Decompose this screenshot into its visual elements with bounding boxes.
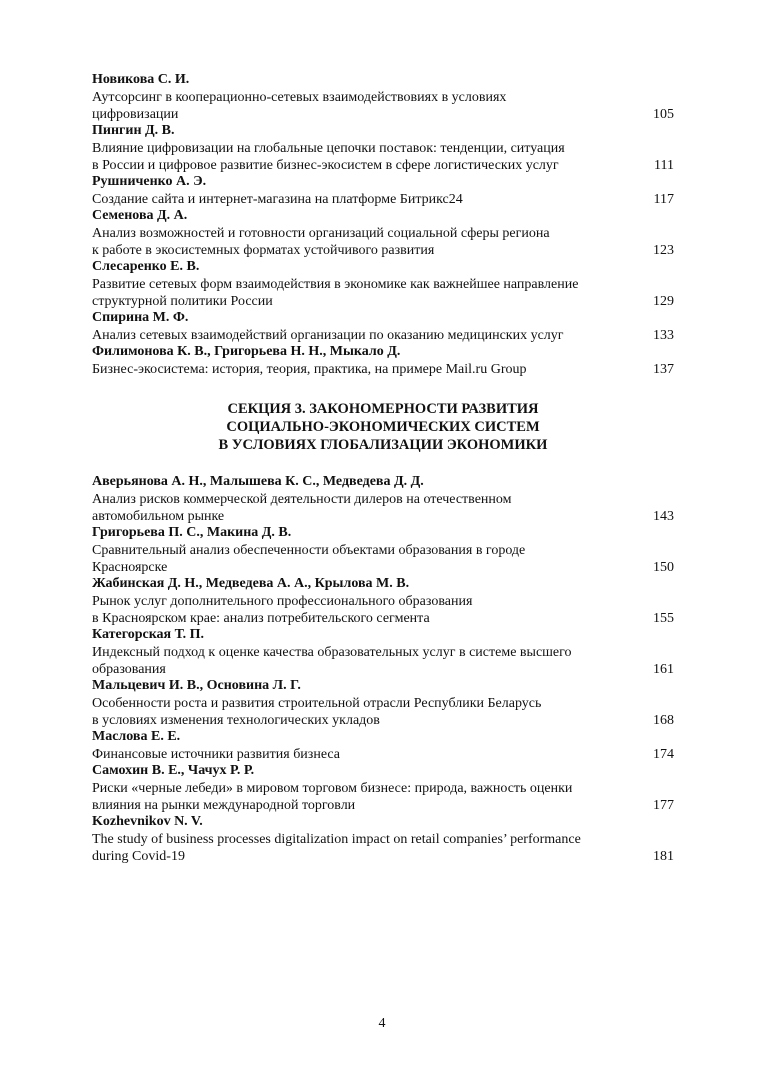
entry-title-text: The study of business processes digitalization impact on retail companies’ performance [92, 832, 581, 847]
entry-author: Мальцевич И. В., Основина Л. Г. [92, 678, 301, 693]
entry-title-line [92, 225, 674, 242]
entry-title-line [92, 644, 674, 661]
entry-author: Григорьева П. С., Макина Д. В. [92, 525, 292, 540]
entry-title-line [92, 712, 674, 729]
entry-author: Рушниченко А. Э. [92, 174, 207, 189]
entry-title-text: Бизнес-экосистема: история, теория, практика, на примере Mail.ru Group [92, 362, 527, 377]
toc-entry [92, 174, 674, 208]
entry-title-text: Создание сайта и интернет-магазина на платформе Битрикс24 [92, 192, 463, 207]
entry-page-number: 150 [653, 560, 674, 575]
entry-page-number: 137 [653, 362, 674, 377]
toc-entry [92, 310, 674, 344]
entry-title-line [92, 593, 674, 610]
toc-entry [92, 576, 674, 627]
entry-page-number: 181 [653, 849, 674, 864]
toc-entry [92, 208, 674, 259]
entry-page-number: 155 [653, 611, 674, 626]
entry-title-text: в России и цифровое развитие бизнес-экосистем в сфере логистических услуг [92, 158, 559, 173]
entry-title-line [92, 542, 674, 559]
entry-title-line [92, 140, 674, 157]
entry-page-number: 123 [653, 243, 674, 258]
entry-title-text: образования [92, 662, 166, 677]
entry-title-text: Риски «черные лебеди» в мировом торговом бизнесе: природа, важность оценки [92, 781, 573, 796]
entry-author: Категорская Т. П. [92, 627, 204, 642]
entry-title-line [92, 780, 674, 797]
entry-title-text: в Красноярском крае: анализ потребительского сегмента [92, 611, 430, 626]
entry-title-line [92, 276, 674, 293]
entry-title-line [92, 831, 674, 848]
table-of-contents [92, 72, 674, 865]
entry-author: Слесаренко Е. В. [92, 259, 200, 274]
toc-entry [92, 525, 674, 576]
entry-page-number: 161 [653, 662, 674, 677]
entry-page-number: 111 [654, 158, 674, 173]
entry-author: Аверьянова А. Н., Малышева К. С., Медведева Д. Д. [92, 474, 424, 489]
entry-title-line [92, 327, 674, 344]
entry-title-line [92, 695, 674, 712]
entry-title-text: Финансовые источники развития бизнеса [92, 747, 340, 762]
entry-author: Спирина М. Ф. [92, 310, 189, 325]
entry-title-line [92, 508, 674, 525]
entry-title-line [92, 746, 674, 763]
entry-title-line [92, 191, 674, 208]
entry-page-number: 174 [653, 747, 674, 762]
entry-author: Маслова Е. Е. [92, 729, 181, 744]
entry-title-text: Индексный подход к оценке качества образовательных услуг в системе высшего [92, 645, 572, 660]
entry-title-text: Развитие сетевых форм взаимодействия в экономике как важнейшее направление [92, 277, 579, 292]
entry-title-line [92, 242, 674, 259]
entry-author: Самохин В. Е., Чачух Р. Р. [92, 763, 255, 778]
entry-title-line [92, 848, 674, 865]
entry-author: Жабинская Д. Н., Медведева А. А., Крылова М. В. [92, 576, 410, 591]
page-number: 4 [378, 1016, 386, 1031]
entry-author: Филимонова К. В., Григорьева Н. Н., Мыкало Д. [92, 344, 401, 359]
entry-title-text: Особенности роста и развития строительной отрасли Республики Беларусь [92, 696, 542, 711]
entry-title-text: влияния на рынки международной торговли [92, 798, 356, 813]
entry-title-text: during Covid-19 [92, 849, 185, 864]
entry-page-number: 133 [653, 328, 674, 343]
entry-title-text: цифровизации [92, 107, 179, 122]
toc-entry [92, 259, 674, 310]
entry-title-line [92, 361, 674, 378]
entry-author: Семенова Д. А. [92, 208, 188, 223]
toc-entry [92, 344, 674, 378]
entry-title-text: Сравнительный анализ обеспеченности объектами образования в городе [92, 543, 526, 558]
toc-entry [92, 72, 674, 123]
section-heading-line: В УСЛОВИЯХ ГЛОБАЛИЗАЦИИ ЭКОНОМИКИ [218, 437, 548, 453]
entry-page-number: 177 [653, 798, 674, 813]
entry-title-text: структурной политики России [92, 294, 273, 309]
entry-author: Пингин Д. В. [92, 123, 175, 138]
entry-title-text: Влияние цифровизации на глобальные цепочки поставок: тенденции, ситуация [92, 141, 565, 156]
entry-title-text: Рынок услуг дополнительного профессионального образования [92, 594, 473, 609]
toc-entry [92, 627, 674, 678]
entry-title-line [92, 610, 674, 627]
entry-title-line [92, 89, 674, 106]
toc-entry [92, 123, 674, 174]
entry-author: Новикова С. И. [92, 72, 190, 87]
toc-entry [92, 763, 674, 814]
entry-author: Kozhevnikov N. V. [92, 814, 203, 829]
toc-entry [92, 474, 674, 525]
entry-title-text: Красноярске [92, 560, 168, 575]
toc-entries-after [92, 474, 674, 865]
toc-entry [92, 678, 674, 729]
entry-title-text: автомобильном рынке [92, 509, 225, 524]
entry-page-number: 105 [653, 107, 674, 122]
entry-title-line [92, 293, 674, 310]
entry-title-text: Анализ возможностей и готовности организаций социальной сферы региона [92, 226, 550, 241]
entry-page-number: 129 [653, 294, 674, 309]
entry-page-number: 143 [653, 509, 674, 524]
entry-title-text: в условиях изменения технологических укладов [92, 713, 380, 728]
section-heading-line: СЕКЦИЯ 3. ЗАКОНОМЕРНОСТИ РАЗВИТИЯ [227, 401, 539, 417]
entry-title-text: Анализ рисков коммерческой деятельности дилеров на отечественном [92, 492, 512, 507]
entry-title-text: к работе в экосистемных форматах устойчивого развития [92, 243, 435, 258]
entry-title-text: Аутсорсинг в кооперационно-сетевых взаимодействовиях в условиях [92, 90, 507, 105]
entry-title-line [92, 559, 674, 576]
entry-title-line [92, 661, 674, 678]
entry-title-line [92, 491, 674, 508]
entry-page-number: 168 [653, 713, 674, 728]
section-heading-line: СОЦИАЛЬНО-ЭКОНОМИЧЕСКИХ СИСТЕМ [226, 419, 540, 435]
section-heading [92, 400, 674, 454]
entry-title-text: Анализ сетевых взаимодействий организации по оказанию медицинских услуг [92, 328, 564, 343]
entry-title-line [92, 106, 674, 123]
toc-entry [92, 814, 674, 865]
toc-entry [92, 729, 674, 763]
toc-entries-before [92, 72, 674, 378]
entry-title-line [92, 797, 674, 814]
entry-title-line [92, 157, 674, 174]
entry-page-number: 117 [653, 192, 674, 207]
